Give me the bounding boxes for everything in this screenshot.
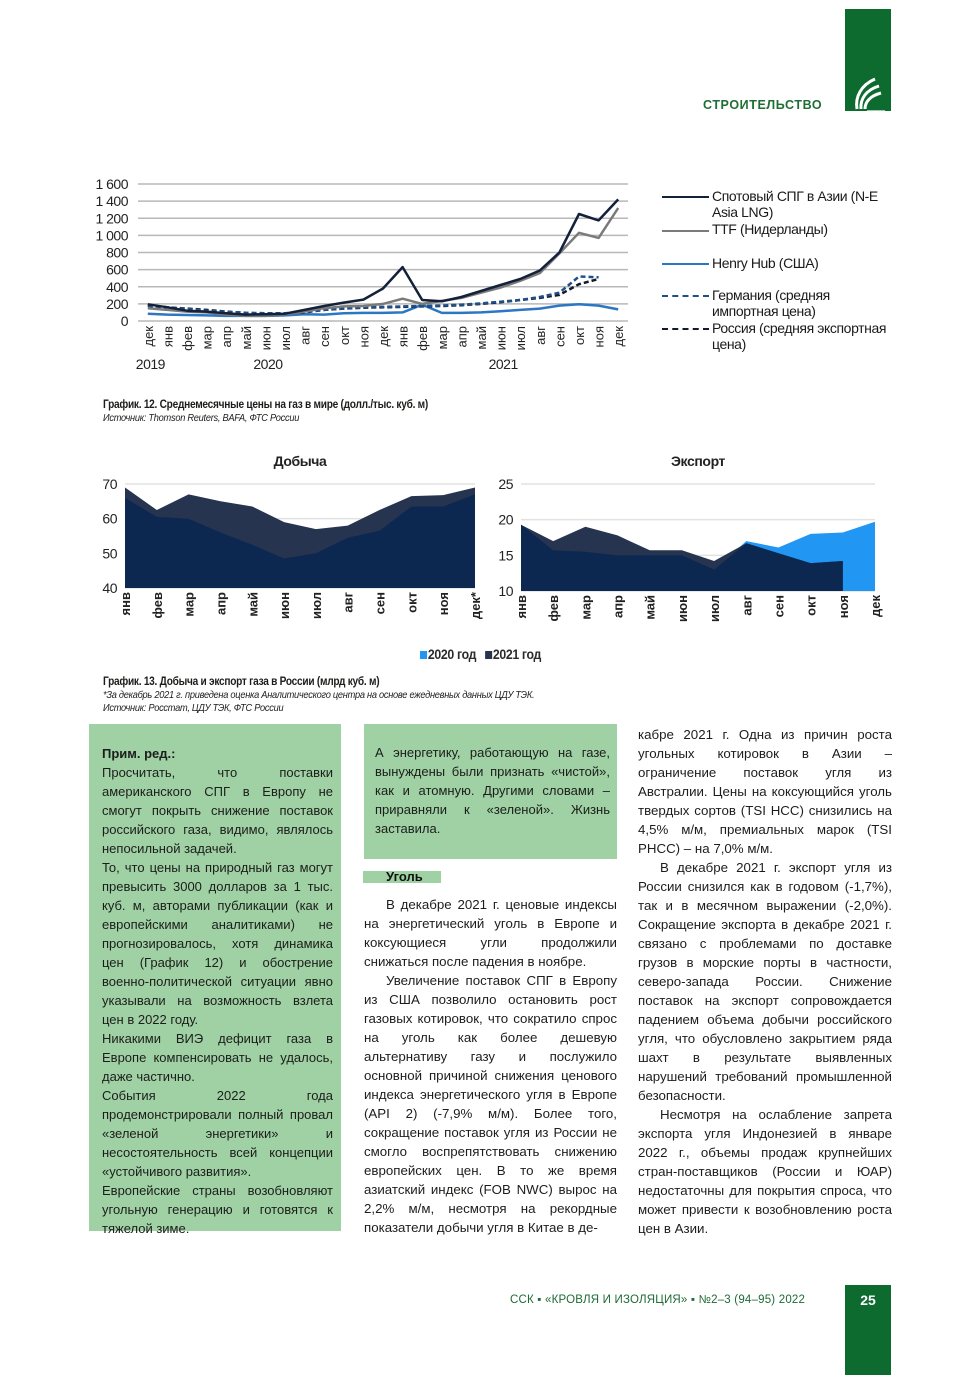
svg-text:200: 200 (106, 295, 128, 312)
article-paragraph: Несмотря на ослабление запрета экспорта угля Индонезией в январе 2022 г., объемы продаж крупнейших стран-поставщиков (России и ЮАР) недостаточны для покрытия спроса, что может привести к возобновлению роста цен в Азии. (638, 1107, 892, 1236)
svg-text:1 600: 1 600 (95, 176, 128, 192)
svg-text:окт: окт (803, 595, 819, 616)
editor-note-paragraph: То, что цены на природный газ могут превысить 3000 долларов за 1 тыс. куб. м, авторами публикации (как и европейскими аналитиками) не прогнозировалось, хотя динамика цен (График 12) и обострение военно-политической ситуации явно указывали на возможность взлета цен в 2022 году. (102, 860, 333, 1027)
svg-text:янв: янв (514, 595, 529, 619)
svg-text:фев: фев (415, 326, 431, 351)
svg-text:май: май (474, 326, 489, 350)
svg-text:ноя: ноя (436, 592, 452, 616)
svg-text:авг: авг (739, 595, 755, 616)
svg-text:50: 50 (102, 545, 117, 562)
svg-text:дек: дек (376, 326, 391, 347)
footer-publication: ССК ▪ «КРОВЛЯ И ИЗОЛЯЦИЯ» ▪ №2–3 (94–95) 2022 (510, 1294, 806, 1306)
svg-text:70: 70 (102, 476, 117, 492)
svg-text:апр: апр (213, 592, 229, 616)
svg-text:окт: окт (572, 326, 587, 346)
svg-text:дек*: дек* (468, 592, 483, 620)
svg-text:окт: окт (336, 326, 352, 346)
svg-text:июн: июн (493, 326, 509, 351)
svg-text:янв: янв (395, 326, 411, 348)
svg-text:апр: апр (610, 595, 626, 619)
chart13-source: Источник: Росстат, ЦДУ ТЭК, ФТС России (103, 702, 284, 714)
svg-text:сен: сен (372, 592, 388, 615)
gas-production-chart (88, 448, 488, 638)
svg-text:апр: апр (454, 326, 470, 348)
svg-text:июл: июл (513, 326, 529, 351)
page-number: 25 (860, 1292, 876, 1308)
article-paragraph: В декабре 2021 г. ценовые индексы на энергетический уголь в Европе и коксующиеся угли продолжили снижаться после падения в ноябре. (364, 897, 617, 969)
editor-note-paragraph: События 2022 года продемонстрировали полный провал «зеленой энергетики» и несостоятельность всей концепции «устойчивого развития». (102, 1088, 333, 1179)
svg-text:сен: сен (771, 595, 787, 618)
leaf-logo-icon (849, 71, 887, 113)
svg-text:мар: мар (434, 326, 450, 350)
chart13-note: *За декабрь 2021 г. приведена оценка Аналитического центра на основе ежедневных данных ЦДУ ТЭК. (103, 689, 535, 701)
article-column-3 (638, 725, 892, 1238)
magazine-logo (845, 9, 891, 111)
article-column-2 (364, 895, 617, 1237)
svg-text:25: 25 (498, 476, 513, 492)
svg-text:апр: апр (219, 326, 235, 348)
svg-text:ноя: ноя (356, 326, 372, 348)
svg-text:фев: фев (546, 595, 562, 622)
svg-text:дек: дек (140, 326, 156, 347)
chart12-source: Источник: Thomson Reuters, BAFA, ФТС России (103, 412, 300, 424)
svg-text:фев: фев (180, 326, 195, 351)
svg-text:дек: дек (611, 326, 627, 347)
svg-text:май: май (245, 592, 261, 617)
svg-text:Экспорт: Экспорт (671, 453, 725, 469)
page-number-box (845, 1285, 891, 1375)
editor-note-paragraph: А энергетику, работающую на газе, вынуждены были признать «чистой», как и атомную. Другими словами – приравняли к «зеленой». Жизнь заставила. (375, 745, 610, 836)
svg-text:май: май (642, 595, 658, 620)
editor-note-paragraph: Европейские страны возобновляют угольную генерацию и готовятся к тяжелой зиме. (102, 1183, 333, 1236)
gas-export-chart (485, 448, 890, 638)
section-subhead-coal: Уголь (363, 871, 441, 883)
svg-text:20: 20 (498, 511, 513, 528)
svg-text:июл: июл (707, 595, 723, 623)
svg-text:сен: сен (552, 326, 568, 347)
svg-text:мар: мар (199, 326, 215, 350)
production-export-legend (420, 646, 541, 662)
svg-text:Добыча: Добыча (273, 453, 327, 469)
svg-text:янв: янв (118, 592, 133, 616)
svg-text:авг: авг (297, 326, 313, 345)
svg-text:2020: 2020 (253, 356, 283, 372)
svg-text:40: 40 (102, 580, 117, 596)
svg-text:10: 10 (498, 583, 513, 599)
legend-item-2020: 2020 год (420, 646, 476, 662)
svg-text:800: 800 (106, 244, 128, 261)
svg-text:янв: янв (160, 326, 176, 348)
svg-text:мар: мар (181, 592, 197, 617)
svg-text:июн: июн (258, 326, 274, 351)
svg-text:1 400: 1 400 (95, 193, 128, 210)
svg-text:0: 0 (120, 313, 128, 329)
editor-note-box (89, 724, 341, 1236)
svg-text:ноя: ноя (591, 326, 607, 348)
svg-text:60: 60 (102, 510, 117, 527)
svg-text:сен: сен (317, 326, 333, 347)
editor-note-heading: Прим. ред.: (102, 746, 176, 761)
svg-text:май: май (238, 326, 254, 350)
svg-text:июл: июл (278, 326, 293, 351)
chart12-caption (103, 399, 472, 424)
section-label: СТРОИТЕЛЬСТВО (703, 98, 823, 112)
svg-text:фев: фев (149, 592, 165, 619)
svg-text:2021: 2021 (488, 356, 518, 372)
svg-text:1 200: 1 200 (95, 210, 128, 227)
chart13-title: График. 13. Добыча и экспорт газа в России (млрд куб. м) (103, 676, 380, 688)
editor-note-paragraph: Никакими ВИЭ дефицит газа в Европе компенсировать не удалось, даже частично. (102, 1031, 333, 1084)
svg-text:дек: дек (868, 595, 883, 617)
svg-text:окт: окт (404, 592, 420, 613)
svg-text:авг: авг (340, 592, 356, 613)
svg-text:июн: июн (277, 592, 293, 619)
svg-text:2019: 2019 (135, 356, 165, 372)
chart13-caption (103, 676, 593, 714)
svg-text:авг: авг (532, 326, 548, 345)
article-paragraph: В декабре 2021 г. экспорт угля из России снизился как в годовом (-1,7%), так и в месячном выражении (-2,0%). Сокращение экспорта в декабре 2021 г. связано с проблемами по доставке грузов в морские порты в частности, северо-запада России. Снижение поставок на экспорт сопровождается падением объема добычи российского угля, что обусловлено закрытием ряда шахт в результате выявленных нарушений требований промышленной безопасности. (638, 860, 892, 1103)
chart12-title: График. 12. Среднемесячные цены на газ в мире (долл./тыс. куб. м) (103, 399, 429, 411)
svg-text:600: 600 (106, 261, 128, 278)
editor-note-box-2 (364, 724, 617, 859)
article-paragraph: кабре 2021 г. Одна из причин роста угольных котировок в Азии – ограничение поставок угля из Австралии. Цены на коксующийся уголь твердых сортов (TSI HCC) снизились на 4,5% м/м, премиальных марок (TSI PHCC) – на 7,0% м/м. (638, 727, 892, 856)
svg-text:июн: июн (674, 595, 690, 622)
svg-text:15: 15 (498, 547, 513, 564)
gas-prices-chart (88, 176, 648, 376)
svg-text:400: 400 (106, 278, 128, 295)
article-paragraph: Увеличение поставок СПГ в Европу из США позволило остановить рост газовых котировок, что сократило спрос на уголь как более дешевую альтернативу газу и послужило основной причиной снижения ценового индекса энергетического угля в Европе (API 2) (-7,9% м/м). Более того, сокращение поставок угля из России не смогло воспрепятствовать снижению европейских цен. В то же время азиатский индекс (FOB NWC) вырос на 2,2% м/м, несмотря на рекордные показатели добычи угля в Китае в де- (364, 973, 617, 1235)
legend-item-2021: 2021 год (485, 646, 541, 662)
svg-text:мар: мар (578, 595, 594, 620)
svg-text:ноя: ноя (835, 595, 851, 619)
svg-text:июл: июл (308, 592, 324, 620)
editor-note-paragraph: Просчитать, что поставки американского СПГ в Европу не смогут покрыть снижение поставок российского газа, видимо, являлось непосильной задачей. (102, 765, 333, 856)
svg-text:1 000: 1 000 (95, 227, 128, 244)
